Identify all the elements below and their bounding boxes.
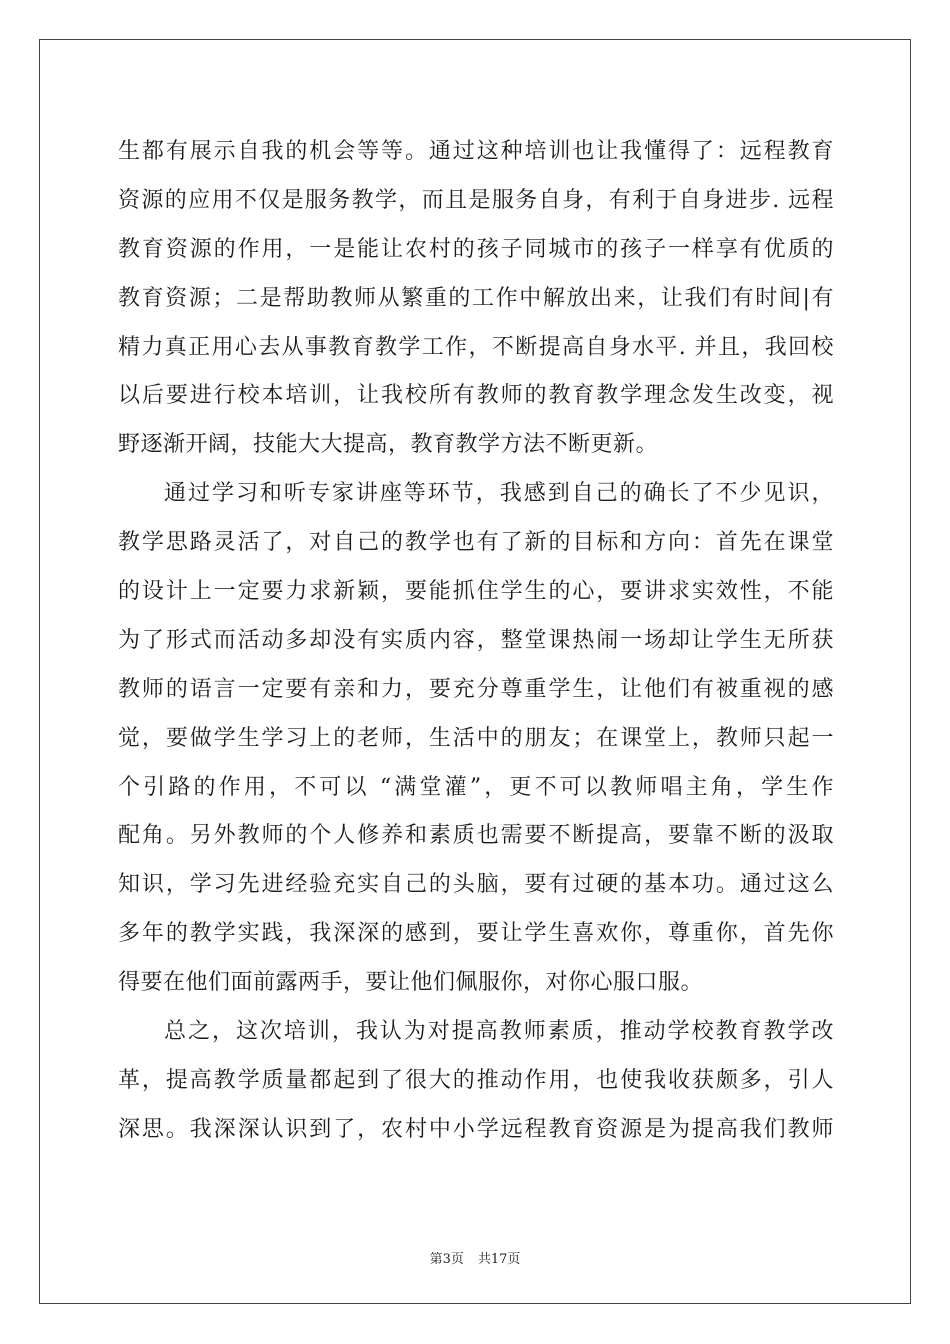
text-line: 配角。另外教师的个人修养和素质也需要不断提高，要靠不断的汲取: [118, 823, 834, 849]
text-line: 通过学习和听专家讲座等环节，我感到自己的确长了不少见识，: [164, 481, 834, 507]
page-number: 第3页: [429, 1252, 464, 1267]
text-line: 资源的应用不仅是服务教学，而且是服务自身，有利于自身进步. 远程: [118, 187, 834, 213]
total-pages: 共17页: [477, 1252, 521, 1267]
text-line: 多年的教学实践，我深深的感到，要让学生喜欢你，尊重你，首先你: [118, 921, 834, 947]
text-line: 总之，这次培训，我认为对提高教师素质，推动学校教育教学改: [164, 1019, 834, 1045]
text-line: 教育资源的作用，一是能让农村的孩子同城市的孩子一样享有优质的: [118, 236, 834, 262]
text-line: 得要在他们面前露两手，要让他们佩服你，对你心服口服。: [118, 970, 704, 996]
text-line: 深思。我深深认识到了，农村中小学远程教育资源是为提高我们教师: [118, 1116, 834, 1142]
text-line: 革，提高教学质量都起到了很大的推动作用，也使我收获颇多，引人: [118, 1067, 834, 1093]
text-line: 教学思路灵活了，对自己的教学也有了新的目标和方向：首先在课堂: [118, 530, 834, 556]
paragraph-1: [118, 128, 834, 470]
text-line: 教育资源；二是帮助教师从繁重的工作中解放出来，让我们有时间|有: [118, 285, 834, 311]
text-line: 精力真正用心去从事教育教学工作，不断提高自身水平. 并且，我回校: [118, 334, 834, 360]
paragraph-3: [118, 1008, 834, 1155]
document-body: [118, 128, 834, 1155]
text-line: 教师的语言一定要有亲和力，要充分尊重学生，让他们有被重视的感: [118, 676, 834, 702]
text-line: 个引路的作用，不可以 “满堂灌”，更不可以教师唱主角，学生作: [118, 774, 834, 800]
paragraph-2: [118, 470, 834, 1008]
text-line: 的设计上一定要力求新颖，要能抓住学生的心，要讲求实效性，不能: [118, 579, 834, 605]
text-line: 野逐渐开阔，技能大大提高，教育教学方法不断更新。: [118, 432, 659, 458]
page-footer: [0, 1248, 950, 1267]
text-line: 为了形式而活动多却没有实质内容，整堂课热闹一场却让学生无所获: [118, 627, 834, 653]
text-line: 知识，学习先进经验充实自己的头脑，要有过硬的基本功。通过这么: [118, 872, 834, 898]
text-line: 觉，要做学生学习上的老师，生活中的朋友；在课堂上，教师只起一: [118, 725, 834, 751]
text-line: 以后要进行校本培训，让我校所有教师的教育教学理念发生改变，视: [118, 383, 834, 409]
text-line: 生都有展示自我的机会等等。通过这种培训也让我懂得了：远程教育: [118, 139, 834, 164]
